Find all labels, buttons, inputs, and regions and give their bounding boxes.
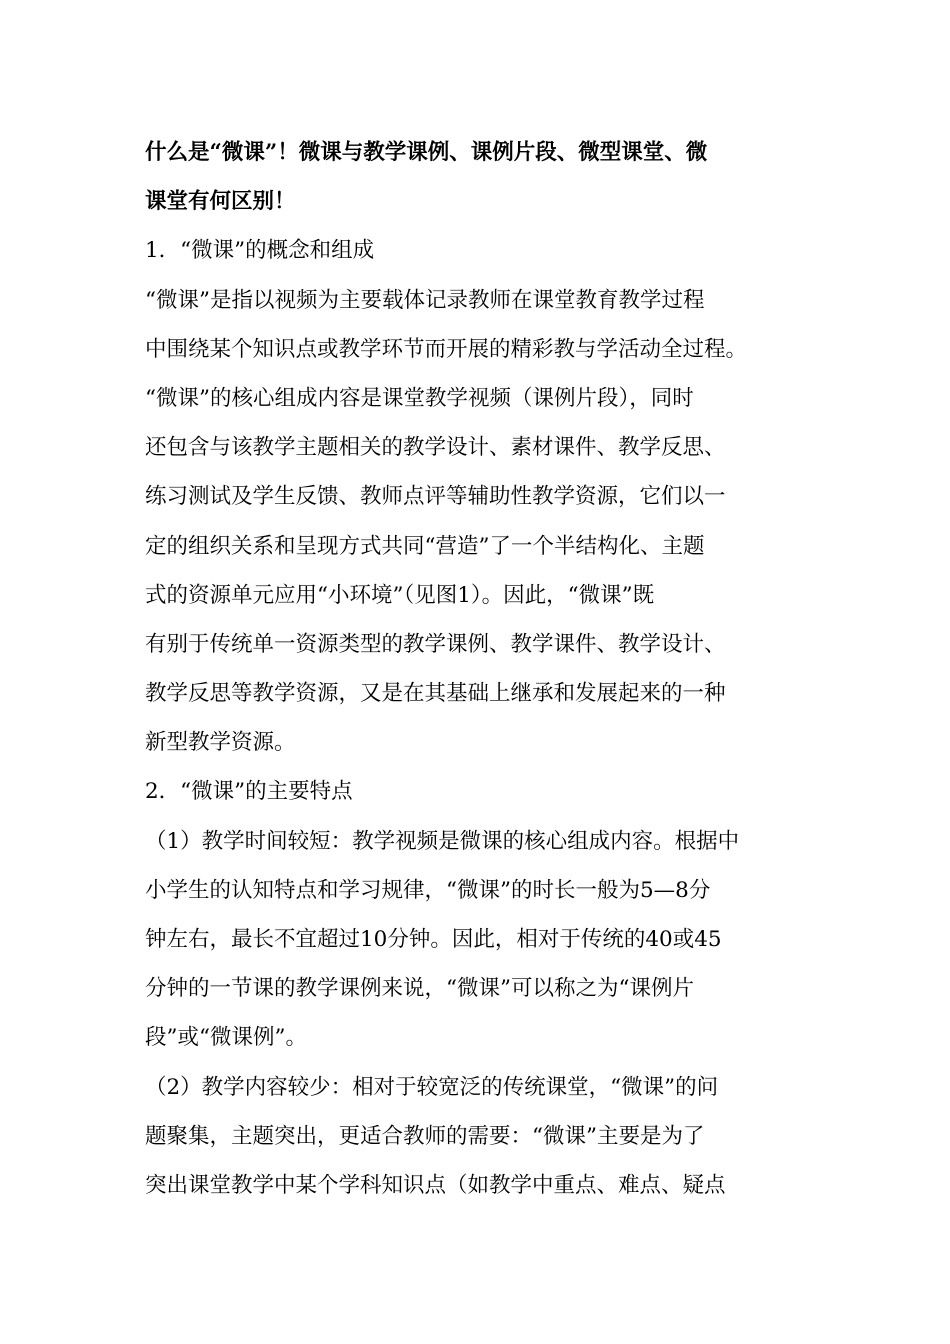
paragraph-line: 小学生的认知特点和学习规律，“微课”的时长一般为5—8分 — [145, 877, 711, 903]
paragraph-line: （2）教学内容较少：相对于较宽泛的传统课堂，“微课”的问 — [145, 1074, 719, 1100]
paragraph-line: “微课”是指以视频为主要载体记录教师在课堂教育教学过程 — [145, 287, 705, 313]
paragraph-line: 段”或“微课例”。 — [145, 1025, 307, 1051]
paragraph-line: 定的组织关系和呈现方式共同“营造”了一个半结构化、主题 — [145, 533, 705, 559]
paragraph-line: 新型教学资源。 — [145, 730, 296, 756]
paragraph-line: 式的资源单元应用“小环境”（见图1）。因此，“微课”既 — [145, 582, 655, 608]
title-line-2: 课堂有何区别！ — [145, 189, 296, 215]
paragraph-line: 钟左右，最长不宜超过10分钟。因此，相对于传统的40或45 — [145, 927, 722, 952]
paragraph-line: 分钟的一节课的教学课例来说，“微课”可以称之为“课例片 — [145, 976, 694, 1002]
paragraph-line: 题聚集，主题突出，更适合教师的需要：“微课”主要是为了 — [145, 1123, 705, 1149]
paragraph-line: 还包含与该教学主题相关的教学设计、素材课件、教学反思、 — [145, 435, 726, 461]
paragraph-line: 突出课堂教学中某个学科知识点（如教学中重点、难点、疑点 — [145, 1172, 726, 1198]
paragraph-line: 练习测试及学生反馈、教师点评等辅助性教学资源，它们以一 — [145, 484, 726, 510]
document-body — [145, 128, 810, 1210]
title-line-1: 什么是“微课”！微课与教学课例、课例片段、微型课堂、微 — [145, 140, 708, 165]
paragraph-line: 中围绕某个知识点或教学环节而开展的精彩教与学活动全过程。 — [145, 336, 748, 362]
paragraph-line: 有别于传统单一资源类型的教学课例、教学课件、教学设计、 — [145, 631, 726, 657]
paragraph-line: （1）教学时间较短：教学视频是微课的核心组成内容。根据中 — [145, 828, 740, 854]
section-heading-1: 1．“微课”的概念和组成 — [145, 238, 375, 264]
paragraph-line: “微课”的核心组成内容是课堂教学视频（课例片段），同时 — [145, 385, 694, 411]
section-heading-2: 2．“微课”的主要特点 — [145, 779, 353, 805]
paragraph-line: 教学反思等教学资源，又是在其基础上继承和发展起来的一种 — [145, 681, 726, 707]
